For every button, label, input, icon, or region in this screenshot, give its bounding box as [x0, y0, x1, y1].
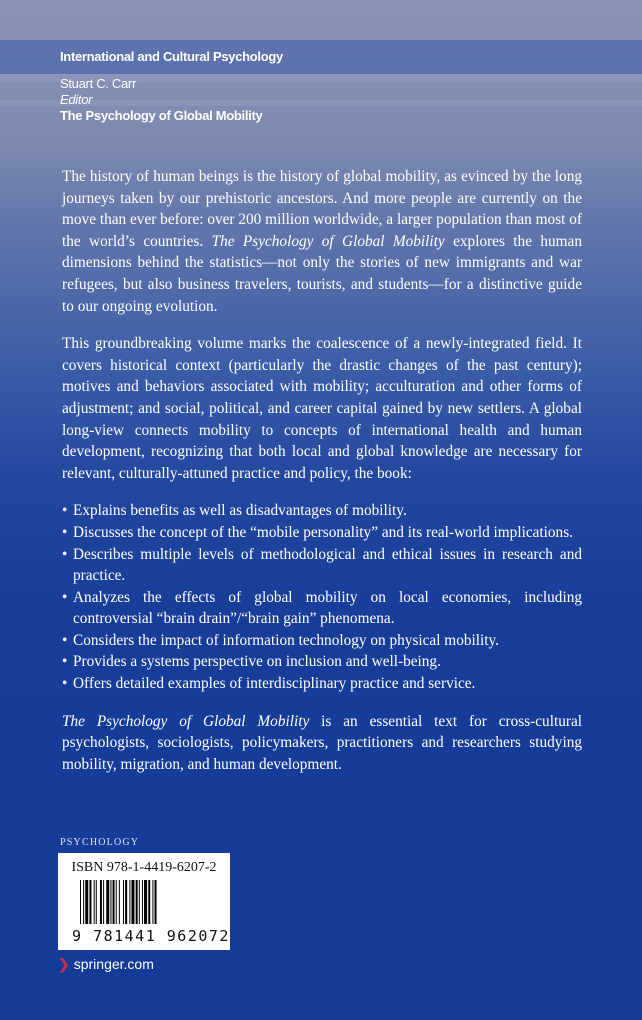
paragraph-audience — [62, 711, 582, 776]
list-item-text: Explains benefits as well as disadvantages of mobility. — [73, 502, 407, 520]
list-item-text: Provides a systems perspective on inclusion and well-being. — [73, 653, 441, 671]
barcode-digits: 9 781441 962072 — [72, 927, 230, 945]
barcode-label — [58, 853, 230, 950]
book-title: The Psychology of Global Mobility — [60, 108, 263, 123]
list-item-text: Describes multiple levels of methodological and ethical issues in research and practice. — [73, 545, 582, 585]
list-item: • Considers the impact of information technology on physical mobility. — [62, 631, 499, 649]
list-item: • Provides a systems perspective on inclusion and well-being. — [62, 653, 441, 671]
subject-category: PSYCHOLOGY — [60, 837, 140, 848]
cover-header — [60, 49, 283, 123]
book-title-italic: The Psychology of Global Mobility — [211, 232, 445, 250]
website-text: springer.com — [73, 956, 154, 972]
isbn-text: ISBN 978-1-4419-6207-2 — [71, 860, 217, 875]
blurb — [62, 166, 582, 791]
author-role: Editor — [60, 92, 93, 107]
text: is an essential text for cross-cultural psychologists, sociologists, policymakers, practitioners and researchers studying mobility, migration, and human development. — [62, 712, 582, 773]
publisher-website[interactable] — [58, 956, 154, 973]
series-name: International and Cultural Psychology — [60, 49, 283, 64]
list-item: • Explains benefits as well as disadvantages of mobility. — [62, 502, 407, 520]
text: explores the human dimensions behind the statistics—not only the stories of new immigrants and war refugees, but also business travelers, tourists, and students—for a distinctive guide to our ongoing evolution. — [62, 232, 582, 315]
paragraph-overview: This groundbreaking volume marks the coalescence of a newly-integrated field. It covers historical context (particularly the drastic changes of the past century); motives and behaviors associated with mobility; acculturation and other forms of adjustment; and social, political, and career capital gained by new settlers. A global long-view connects mobility to concepts of international health and human development, recognizing that both local and global knowledge are necessary for relevant, culturally-attuned practice and policy, the book: — [62, 335, 582, 482]
list-item: • Analyzes the effects of global mobility on local economies, including controversial “brain drain”/“brain gain” phenomena. — [62, 588, 582, 628]
list-item-text: Discusses the concept of the “mobile personality” and its real-world implications. — [73, 523, 573, 541]
paragraph-intro — [62, 166, 582, 317]
barcode-icon — [80, 880, 214, 930]
list-item: • Offers detailed examples of interdisciplinary practice and service. — [62, 675, 476, 693]
list-item: • Describes multiple levels of methodological and ethical issues in research and practice. — [62, 545, 582, 585]
list-item-text: Offers detailed examples of interdisciplinary practice and service. — [73, 675, 476, 693]
feature-list — [62, 500, 582, 694]
chevron-right-icon: ❯ — [58, 956, 70, 972]
list-item: • Discusses the concept of the “mobile personality” and its real-world implications. — [62, 523, 573, 541]
text: The history of human beings is the history of global mobility, as evinced by the long journeys taken by our prehistoric ancestors. And more people are currently on the move than ever before: over 200 million worldwide, a larger population than most of the world’s countries. — [62, 168, 582, 250]
author-name: Stuart C. Carr — [60, 76, 136, 91]
list-item-text: Considers the impact of information technology on physical mobility. — [73, 631, 499, 649]
book-title-italic: The Psychology of Global Mobility — [62, 712, 310, 730]
list-item-text: Analyzes the effects of global mobility on local economies, including controversial “brain drain”/“brain gain” phenomena. — [73, 588, 582, 628]
